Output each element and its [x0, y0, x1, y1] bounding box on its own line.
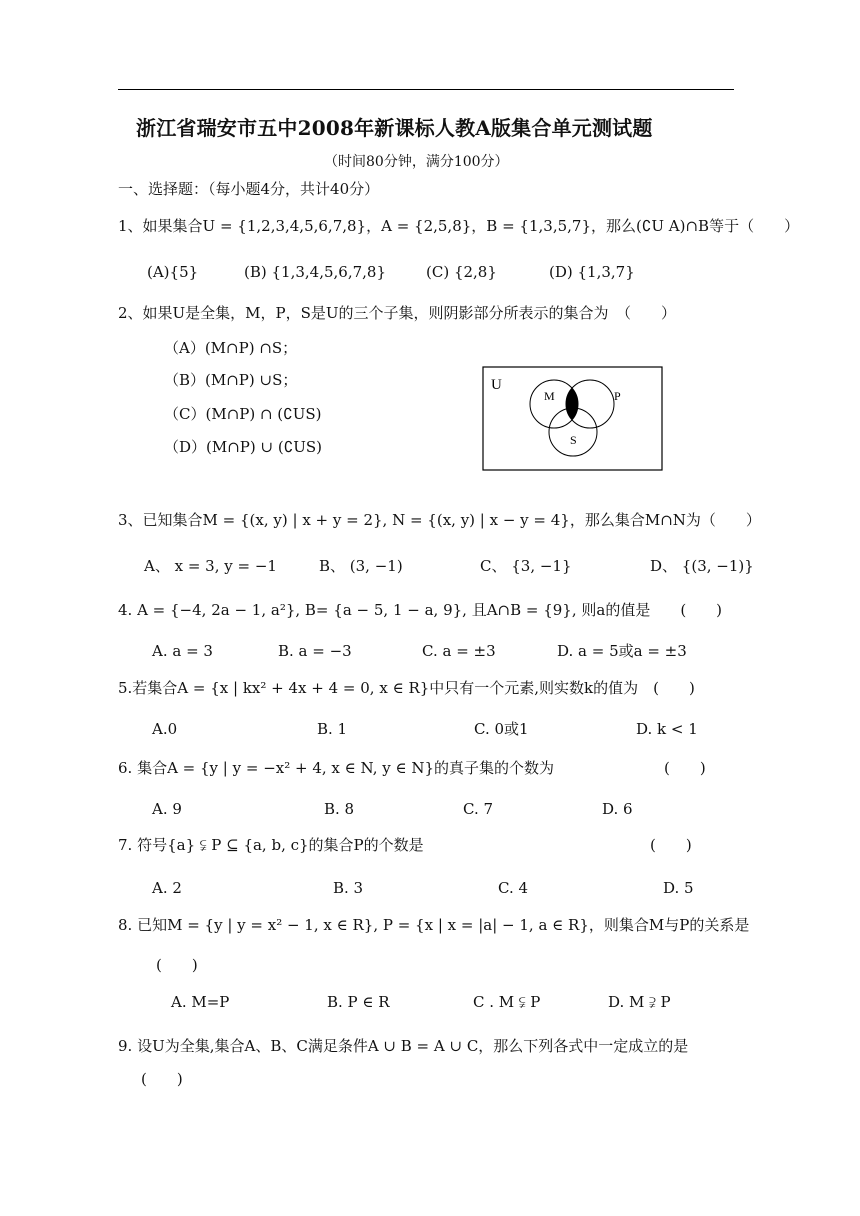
question-1-stem: 1、如果集合U = {1,2,3,4,5,6,7,8}，A = {2,5,8}，B = {1,3,5,7}，那么(∁U A)∩B等于（ ）: [118, 217, 800, 235]
page-subtitle: （时间80分钟，满分100分）: [324, 154, 509, 170]
question-7-stem: 7. 符号{a} ⫋ P ⊆ {a, b, c}的集合P的个数是: [118, 836, 424, 854]
question-3-option-d: D、 {(3, −1)}: [650, 557, 754, 575]
question-3-option-b: B、 (3, −1): [319, 557, 403, 575]
question-5-stem: 5.若集合A = {x | kx² + 4x + 4 = 0, x ∈ R}中只有一个元素,则实数k的值为 ( ): [118, 679, 695, 697]
question-8-answer-paren: ( ): [156, 956, 198, 974]
question-5-option-b: B. 1: [317, 720, 348, 738]
question-2-option-d: （D）(M∩P) ∪ (∁US): [164, 438, 323, 456]
question-8-option-b: B. P ∈ R: [327, 993, 390, 1011]
question-6-option-d: D. 6: [602, 800, 633, 818]
question-7-option-c: C. 4: [498, 879, 529, 897]
question-2-option-a: （A）(M∩P) ∩S；: [164, 339, 298, 357]
question-1-option-a: (A){5}: [147, 263, 199, 281]
question-4-option-b: B. a = −3: [278, 642, 352, 660]
question-8-stem: 8. 已知M = {y | y = x² − 1, x ∈ R}, P = {x | x = |a| − 1, a ∈ R}，则集合M与P的关系是: [118, 916, 750, 934]
question-7-option-a: A. 2: [152, 879, 182, 897]
question-3-option-c: C、 {3, −1}: [480, 557, 572, 575]
header-rule: [118, 89, 734, 90]
question-5-option-c: C. 0或1: [474, 720, 529, 738]
question-2-option-b: （B）(M∩P) ∪S；: [164, 371, 298, 389]
venn-label-p: P: [614, 389, 621, 403]
question-4-stem: 4. A = {−4, 2a − 1, a²}, B= {a − 5, 1 − a, 9}, 且A∩B = {9}, 则a的值是 ( ): [118, 601, 723, 619]
question-2-stem: 2、如果U是全集，M，P，S是U的三个子集，则阴影部分所表示的集合为 （ ）: [118, 304, 677, 322]
question-7-answer-paren: ( ): [650, 836, 692, 854]
question-5-option-d: D. k < 1: [636, 720, 698, 738]
question-7-option-b: B. 3: [333, 879, 364, 897]
question-4-option-d: D. a = 5或a = ±3: [557, 642, 687, 660]
question-3-option-a: A、 x = 3, y = −1: [144, 557, 277, 575]
question-9-answer-paren: ( ): [141, 1070, 183, 1088]
venn-diagram: [482, 366, 664, 472]
page-title: 浙江省瑞安市五中2008年新课标人教A版集合单元测试题: [136, 116, 653, 140]
question-4-option-c: C. a = ±3: [422, 642, 496, 660]
question-1-option-b: (B) {1,3,4,5,6,7,8}: [244, 263, 386, 281]
question-4-option-a: A. a = 3: [152, 642, 213, 660]
question-6-option-c: C. 7: [463, 800, 494, 818]
question-9-stem: 9. 设U为全集,集合A、B、C满足条件A ∪ B = A ∪ C，那么下列各式中一定成立的是: [118, 1037, 689, 1055]
question-2-option-c: （C）(M∩P) ∩ (∁US): [164, 405, 322, 423]
question-6-stem: 6. 集合A = {y | y = −x² + 4, x ∈ N, y ∈ N}的真子集的个数为: [118, 759, 555, 777]
question-1-option-d: (D) {1,3,7}: [549, 263, 635, 281]
question-8-option-c: C . M ⫋ P: [473, 993, 541, 1011]
question-6-option-a: A. 9: [152, 800, 182, 818]
question-8-option-a: A. M=P: [171, 993, 230, 1011]
question-5-option-a: A.0: [152, 720, 178, 738]
section-heading: 一、选择题：（每小题4分，共计40分）: [118, 180, 380, 198]
venn-label-s: S: [570, 433, 577, 447]
question-3-stem: 3、已知集合M = {(x, y) | x + y = 2}, N = {(x, y) | x − y = 4}，那么集合M∩N为（ ）: [118, 511, 761, 529]
venn-label-u: U: [491, 377, 502, 393]
question-8-option-d: D. M ⫌ P: [608, 993, 671, 1011]
venn-label-m: M: [544, 389, 555, 403]
question-1-option-c: (C) {2,8}: [426, 263, 497, 281]
question-6-answer-paren: ( ): [664, 759, 706, 777]
question-6-option-b: B. 8: [324, 800, 355, 818]
question-7-option-d: D. 5: [663, 879, 694, 897]
